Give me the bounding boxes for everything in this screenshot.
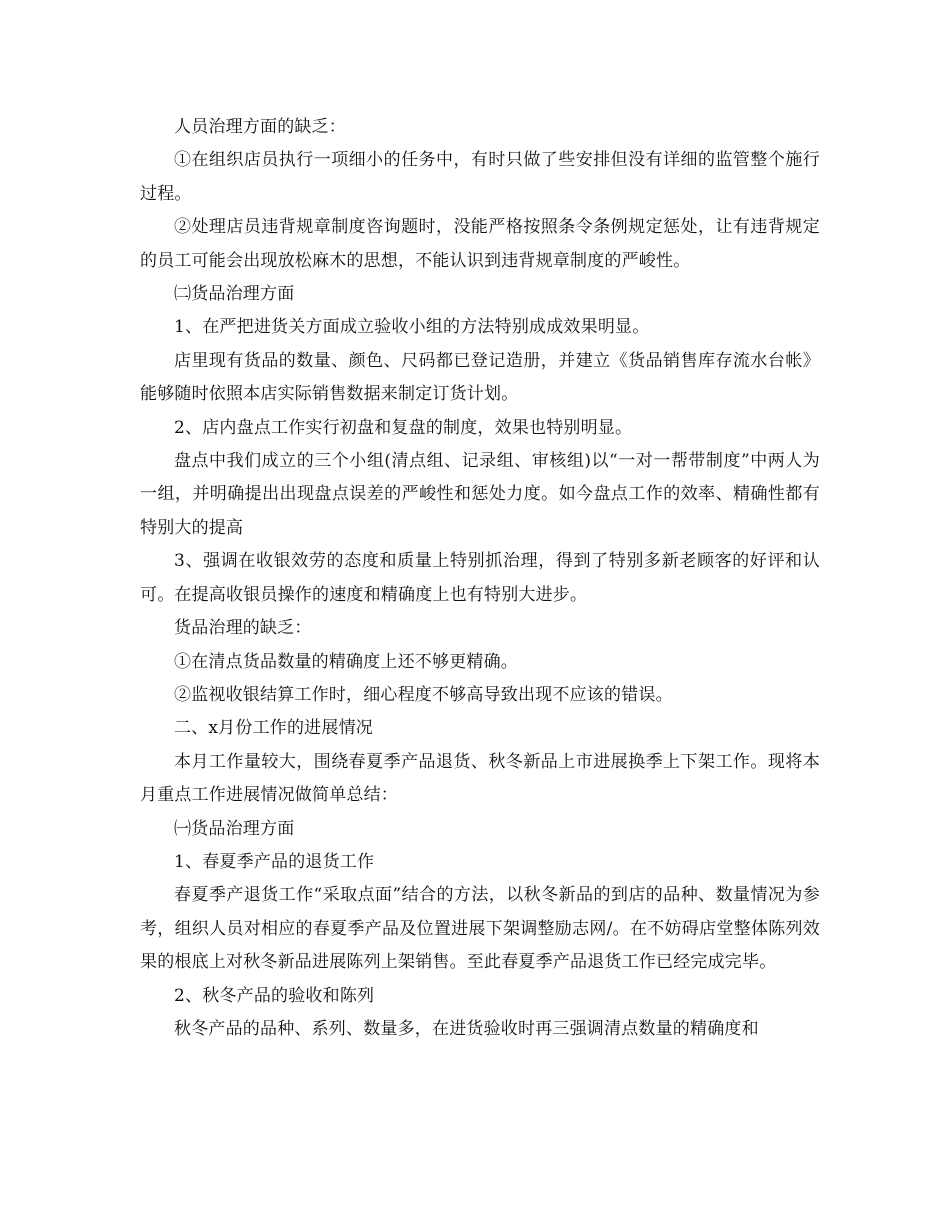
- paragraph-inventory-ledger: 店里现有货品的数量、颜色、尺码都已登记造册，并建立《货品销售库存流水台帐》能够随时依照本店实际销售数据来制定订货计划。: [140, 350, 820, 405]
- paragraph-item-1-returns: 1、春夏季产品的退货工作: [174, 851, 375, 872]
- paragraph-item-3-cashier-service: 3、强调在收银效劳的态度和质量上特别抓治理，得到了特别多新老顾客的好评和认可。在提高收银员操作的速度和精确度上也有特别大进步。: [140, 551, 820, 605]
- paragraph-personnel-shortcoming-1: ①在组织店员执行一项细小的任务中，有时只做了些安排但没有详细的监管整个施行过程。: [140, 150, 820, 204]
- section-heading-goods-management-2: ㈠货品治理方面: [174, 818, 295, 839]
- paragraph-returns-detail: 春夏季产退货工作“采取点面”结合的方法，以秋冬新品的到店的品种、数量情况为参考，组织人员对相应的春夏季产品及位置进展下架调整励志网/。在不妨碍店堂整体陈列效果的根底上对秋冬新品进展陈列上架销售。至此春夏季产品退货工作已经完成完毕。: [140, 885, 820, 973]
- paragraph-personnel-shortcoming-2: ②处理店员违背规章制度咨询题时，没能严格按照条令条例规定惩处，让有违背规定的员工可能会出现放松麻木的思想，不能认识到违背规章制度的严峻性。: [140, 217, 820, 271]
- paragraph-stocktaking-groups: 盘点中我们成立的三个小组(清点组、记录组、审核组)以“一对一帮带制度”中两人为一组，并明确提出出现盘点误差的严峻性和惩处力度。如今盘点工作的效率、精确性都有特别大的提高: [140, 451, 820, 538]
- paragraph-goods-shortcoming-2: ②监视收银结算工作时，细心程度不够高导致出现不应该的错误。: [174, 684, 673, 705]
- section-heading-goods-management: ㈡货品治理方面: [174, 284, 295, 305]
- paragraph-goods-shortcomings-heading: 货品治理的缺乏：: [174, 618, 312, 639]
- paragraph-monthly-summary: 本月工作量较大，围绕春夏季产品退货、秋冬新品上市进展换季上下架工作。现将本月重点工作进展情况做简单总结：: [140, 751, 820, 806]
- paragraph-item-2-autumn-winter: 2、秋冬产品的验收和陈列: [174, 985, 375, 1006]
- paragraph-autumn-winter-detail: 秋冬产品的品种、系列、数量多，在进货验收时再三强调清点数量的精确度和: [174, 1018, 759, 1039]
- section-heading-monthly-progress: 二、x月份工作的进展情况: [174, 718, 373, 739]
- paragraph-item-1-inspection-team: 1、在严把进货关方面成立验收小组的方法特别成成效果明显。: [174, 317, 650, 338]
- paragraph-personnel-shortcomings-heading: 人员治理方面的缺乏：: [174, 117, 346, 137]
- paragraph-item-2-stocktaking: 2、店内盘点工作实行初盘和复盘的制度，效果也特别明显。: [174, 417, 633, 438]
- paragraph-goods-shortcoming-1: ①在清点货品数量的精确度上还不够更精确。: [174, 651, 518, 672]
